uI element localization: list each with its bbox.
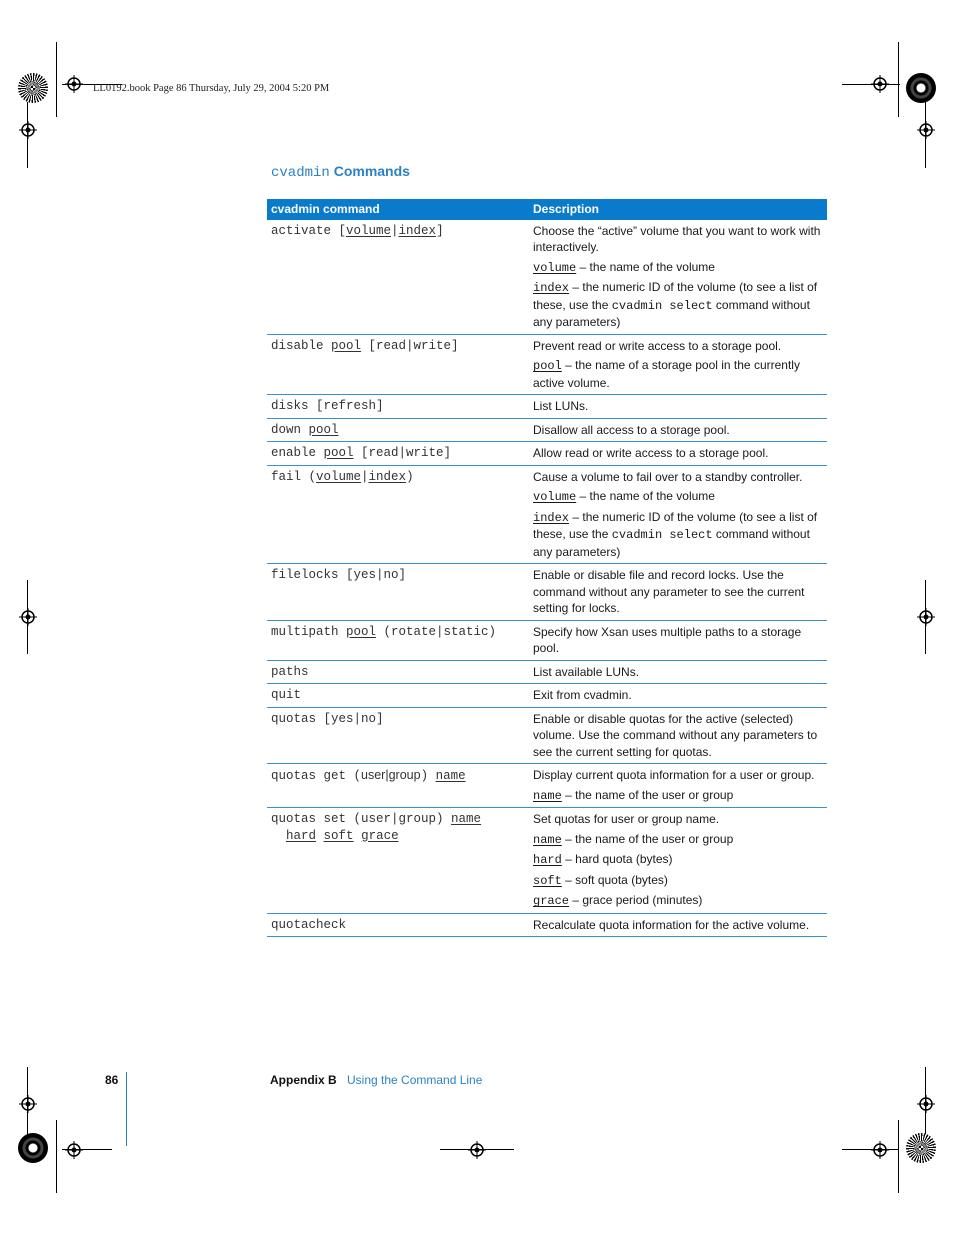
description-paragraph — [533, 398, 823, 415]
registration-target-icon — [871, 1141, 889, 1159]
text-fragment: Recalculate quota information for the active volume. — [533, 917, 810, 932]
text-fragment: Set quotas for user or group name. — [533, 812, 720, 826]
command-cell — [267, 764, 525, 808]
parameter-placeholder: name — [435, 769, 466, 783]
table-row — [267, 764, 827, 808]
text-fragment: Cause a volume to fail over to a standby controller. — [533, 469, 803, 484]
description-paragraph — [533, 223, 823, 256]
description-cell — [525, 418, 827, 442]
parameter-placeholder: volume — [316, 469, 362, 484]
description-paragraph — [533, 851, 823, 869]
description-paragraph — [533, 787, 823, 805]
description-paragraph — [533, 892, 823, 910]
description-paragraph — [533, 811, 823, 828]
text-fragment: Enable or disable quotas for the active (selected) volume. Use the command without any parameters to see the current setting for quotas. — [533, 711, 818, 759]
registration-target-icon — [468, 1141, 486, 1159]
registration-starburst-icon — [906, 1133, 936, 1163]
text-fragment: (rotate|static) — [376, 624, 497, 639]
registration-starburst-icon — [18, 73, 48, 103]
parameter-placeholder: volume — [346, 223, 392, 238]
section-title — [271, 163, 410, 181]
table-row — [267, 913, 827, 937]
text-fragment: quit — [271, 688, 302, 702]
footer-chapter-link[interactable]: Using the Command Line — [347, 1073, 483, 1087]
text-fragment: down — [271, 422, 309, 437]
table-row — [267, 808, 827, 914]
command-cell — [267, 220, 525, 335]
registration-target-icon — [871, 75, 889, 93]
parameter-name: index — [533, 281, 570, 295]
parameter-name: name — [533, 788, 562, 803]
text-fragment: enable — [271, 446, 324, 460]
crop-line — [56, 42, 57, 117]
text-fragment — [354, 829, 362, 843]
parameter-placeholder: index — [398, 223, 437, 238]
text-fragment: – hard quota (bytes) — [561, 852, 673, 866]
registration-target-icon — [65, 75, 83, 93]
text-fragment: – soft quota (bytes) — [561, 872, 668, 887]
text-fragment: [read|write] — [361, 338, 459, 353]
footer-appendix-label: Appendix B — [270, 1073, 337, 1087]
text-fragment: List available LUNs. — [533, 664, 640, 679]
table-row — [267, 418, 827, 442]
table-row — [267, 442, 827, 466]
command-cell — [267, 334, 525, 395]
text-fragment: – the name of the volume — [576, 259, 715, 274]
text-fragment: List LUNs. — [533, 399, 589, 413]
parameter-name: pool — [533, 359, 562, 373]
parameter-placeholder: pool — [308, 422, 339, 437]
description-paragraph — [533, 422, 823, 439]
text-fragment: fail ( — [271, 469, 317, 484]
text-fragment: Exit from cvadmin. — [533, 688, 632, 702]
description-paragraph — [533, 469, 823, 486]
description-paragraph — [533, 509, 823, 561]
description-cell — [525, 442, 827, 466]
parameter-placeholder: pool — [323, 446, 354, 460]
text-fragment: – the numeric ID of the volume (to see a list of these, use the — [533, 509, 818, 541]
parameter-name: grace — [533, 894, 570, 908]
parameter-placeholder: grace — [361, 828, 399, 843]
parameter-placeholder: name — [451, 812, 482, 826]
table-header-row — [267, 199, 827, 220]
text-fragment: ) — [420, 769, 436, 783]
description-cell — [525, 334, 827, 395]
description-cell — [525, 564, 827, 621]
table-row — [267, 220, 827, 335]
text-fragment: quotacheck — [271, 917, 347, 932]
parameter-name: volume — [533, 260, 577, 275]
table-row — [267, 564, 827, 621]
parameter-name: volume — [533, 490, 577, 504]
text-fragment: filelocks [yes|no] — [271, 568, 407, 582]
text-fragment: Prevent read or write access to a storage pool. — [533, 338, 782, 353]
text-fragment: – the name of the user or group — [561, 831, 734, 846]
parameter-name: index — [533, 510, 570, 525]
registration-target-icon — [19, 1095, 37, 1113]
table-body — [267, 220, 827, 937]
command-cell — [267, 395, 525, 419]
print-slug: LL0192.book Page 86 Thursday, July 29, 2004 5:20 PM — [93, 83, 330, 94]
parameter-placeholder: index — [368, 469, 407, 484]
text-fragment: command without any parameters) — [533, 527, 810, 559]
text-fragment: – grace period (minutes) — [569, 893, 703, 907]
command-cell — [267, 808, 525, 914]
crop-line — [898, 42, 899, 117]
crop-line — [898, 1120, 899, 1193]
text-fragment: | — [391, 223, 399, 238]
text-fragment: [read|write] — [353, 446, 452, 460]
table-row — [267, 465, 827, 564]
text-fragment: Specify how Xsan uses multiple paths to a storage pool. — [533, 624, 802, 655]
text-fragment: – the numeric ID of the volume (to see a list of these, use the — [533, 280, 818, 312]
description-cell — [525, 913, 827, 937]
parameter-placeholder: hard — [286, 828, 317, 843]
commands-table — [267, 199, 827, 937]
registration-target-icon — [917, 121, 935, 139]
command-cell — [267, 465, 525, 564]
text-fragment: activate [ — [271, 223, 347, 238]
description-paragraph — [533, 279, 823, 331]
table-row — [267, 334, 827, 395]
text-fragment: | — [361, 469, 369, 484]
command-cell — [267, 660, 525, 684]
description-paragraph — [533, 445, 823, 462]
description-cell — [525, 465, 827, 564]
registration-target-icon — [917, 608, 935, 626]
description-paragraph — [533, 357, 823, 391]
column-header-description: Description — [525, 199, 827, 220]
inline-code: cvadmin select — [611, 298, 713, 313]
page-number: 86 — [105, 1073, 119, 1087]
description-paragraph — [533, 567, 823, 617]
parameter-placeholder: pool — [346, 624, 377, 639]
parameter-name: soft — [533, 873, 562, 888]
command-cell — [267, 564, 525, 621]
text-fragment: Allow read or write access to a storage pool. — [533, 446, 769, 460]
text-fragment: ] — [436, 223, 444, 238]
parameter-placeholder: soft — [323, 828, 354, 843]
description-paragraph — [533, 917, 823, 934]
text-fragment: user|group — [361, 768, 421, 782]
column-header-command: cvadmin command — [267, 199, 525, 220]
command-cell — [267, 913, 525, 937]
text-fragment: disks [refresh] — [271, 399, 384, 413]
text-fragment: – the name of the user or group — [561, 787, 734, 802]
table-row — [267, 660, 827, 684]
text-fragment: quotas set (user|group) — [271, 812, 452, 826]
description-cell — [525, 707, 827, 764]
registration-target-icon — [65, 1141, 83, 1159]
description-paragraph — [533, 259, 823, 277]
text-fragment — [316, 829, 324, 843]
text-fragment: Choose the “active” volume that you want to work with interactively. — [533, 223, 821, 254]
section-title-code: cvadmin — [271, 165, 330, 181]
parameter-placeholder: pool — [331, 338, 362, 353]
registration-target-icon — [19, 121, 37, 139]
description-cell — [525, 808, 827, 914]
command-cell — [267, 418, 525, 442]
description-cell — [525, 220, 827, 335]
table-row — [267, 684, 827, 708]
text-fragment: Enable or disable file and record locks. Use the command without any parameter to see the current setting for locks. — [533, 568, 805, 615]
text-fragment: command without any parameters) — [533, 297, 810, 329]
footer-rule — [126, 1072, 127, 1146]
description-paragraph — [533, 664, 823, 681]
description-paragraph — [533, 872, 823, 890]
text-fragment: quotas get ( — [271, 769, 362, 783]
description-paragraph — [533, 488, 823, 506]
parameter-name: hard — [533, 853, 562, 867]
table-row — [267, 395, 827, 419]
description-cell — [525, 684, 827, 708]
registration-starburst-icon — [18, 1133, 48, 1163]
description-cell — [525, 620, 827, 660]
text-fragment: Disallow all access to a storage pool. — [533, 422, 730, 437]
description-paragraph — [533, 624, 823, 657]
text-fragment: paths — [271, 664, 309, 679]
command-cell — [267, 684, 525, 708]
command-cell — [267, 442, 525, 466]
description-paragraph — [533, 711, 823, 761]
command-cell — [267, 620, 525, 660]
crop-line — [842, 1149, 898, 1150]
command-cell — [267, 707, 525, 764]
description-paragraph — [533, 831, 823, 849]
inline-code: cvadmin select — [611, 528, 713, 542]
section-title-text: Commands — [333, 163, 410, 179]
parameter-name: name — [533, 832, 562, 847]
description-cell — [525, 764, 827, 808]
text-fragment: disable — [271, 338, 332, 353]
text-fragment: Display current quota information for a user or group. — [533, 768, 815, 782]
description-paragraph — [533, 767, 823, 784]
text-fragment: – the name of the volume — [576, 489, 715, 503]
crop-line — [56, 1120, 57, 1193]
description-paragraph — [533, 687, 823, 704]
text-fragment: multipath — [271, 624, 347, 639]
table-row — [267, 707, 827, 764]
table-row — [267, 620, 827, 660]
text-fragment: quotas [yes|no] — [271, 711, 384, 726]
description-cell — [525, 395, 827, 419]
text-fragment: – the name of a storage pool in the currently active volume. — [533, 358, 800, 390]
registration-target-icon — [917, 1095, 935, 1113]
text-fragment: ) — [406, 469, 414, 484]
description-cell — [525, 660, 827, 684]
registration-starburst-icon — [906, 73, 936, 103]
description-paragraph — [533, 338, 823, 355]
registration-target-icon — [19, 608, 37, 626]
indent — [271, 829, 286, 843]
